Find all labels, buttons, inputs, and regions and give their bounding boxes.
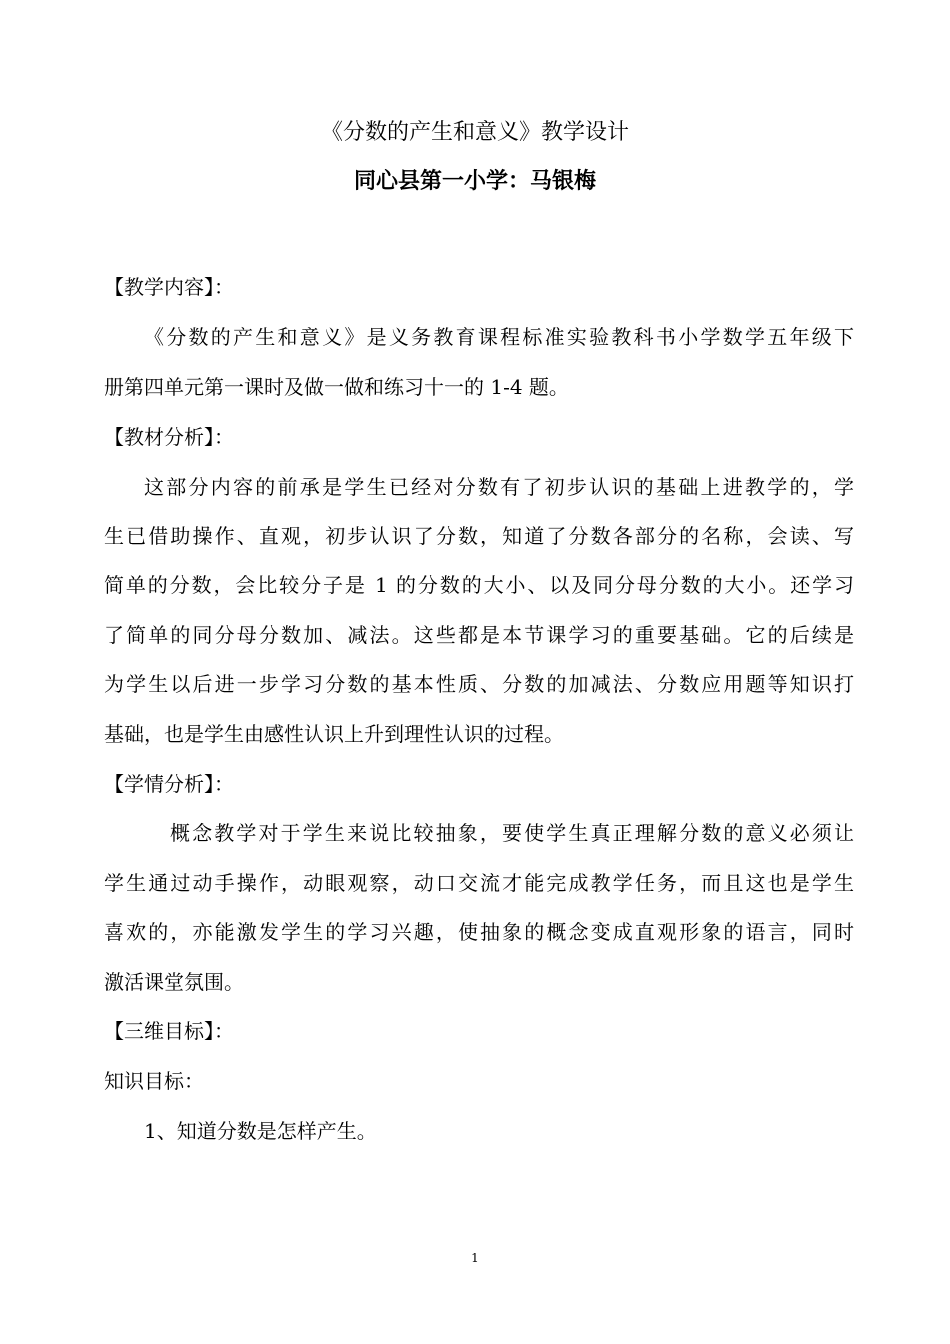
- paragraph-line: 学生通过动手操作，动眼观察，动口交流才能完成教学任务，而且这也是学生: [104, 871, 854, 895]
- document-author: 同心县第一小学：马银梅: [353, 169, 596, 194]
- page-number: 1: [471, 1251, 479, 1265]
- paragraph-line: 激活课堂氛围。: [104, 970, 244, 994]
- section-heading-students: 【学情分析】：: [104, 772, 234, 796]
- paragraph-line: 生已借助操作、直观，初步认识了分数，知道了分数各部分的名称，会读、写: [104, 524, 854, 548]
- section-heading-content: 【教学内容】：: [104, 275, 234, 299]
- paragraph-line: 简单的分数，会比较分子是 1 的分数的大小、以及同分母分数的大小。还学习: [104, 573, 854, 597]
- goals-sub-heading: 知识目标：: [104, 1069, 204, 1093]
- paragraph-line: 这部分内容的前承是学生已经对分数有了初步认识的基础上进教学的，学: [144, 475, 854, 499]
- paragraph-line: 册第四单元第一课时及做一做和练习十一的 1-4 题。: [104, 375, 569, 399]
- paragraph-line: 基础，也是学生由感性认识上升到理性认识的过程。: [104, 722, 564, 746]
- paragraph-line: 概念教学对于学生来说比较抽象，要使学生真正理解分数的意义必须让: [170, 821, 854, 845]
- paragraph-line: 《分数的产生和意义》是义务教育课程标准实验教科书小学数学五年级下: [144, 325, 854, 349]
- paragraph-line: 了简单的同分母分数加、减法。这些都是本节课学习的重要基础。它的后续是: [104, 623, 854, 647]
- goal-item: 1、知道分数是怎样产生。: [144, 1119, 377, 1143]
- paragraph-line: 为学生以后进一步学习分数的基本性质、分数的加减法、分数应用题等知识打: [104, 672, 854, 696]
- section-heading-goals: 【三维目标】：: [104, 1019, 234, 1043]
- document-title: 《分数的产生和意义》教学设计: [320, 120, 629, 145]
- section-heading-material: 【教材分析】：: [104, 425, 234, 449]
- paragraph-line: 喜欢的，亦能激发学生的学习兴趣，使抽象的概念变成直观形象的语言，同时: [104, 920, 854, 944]
